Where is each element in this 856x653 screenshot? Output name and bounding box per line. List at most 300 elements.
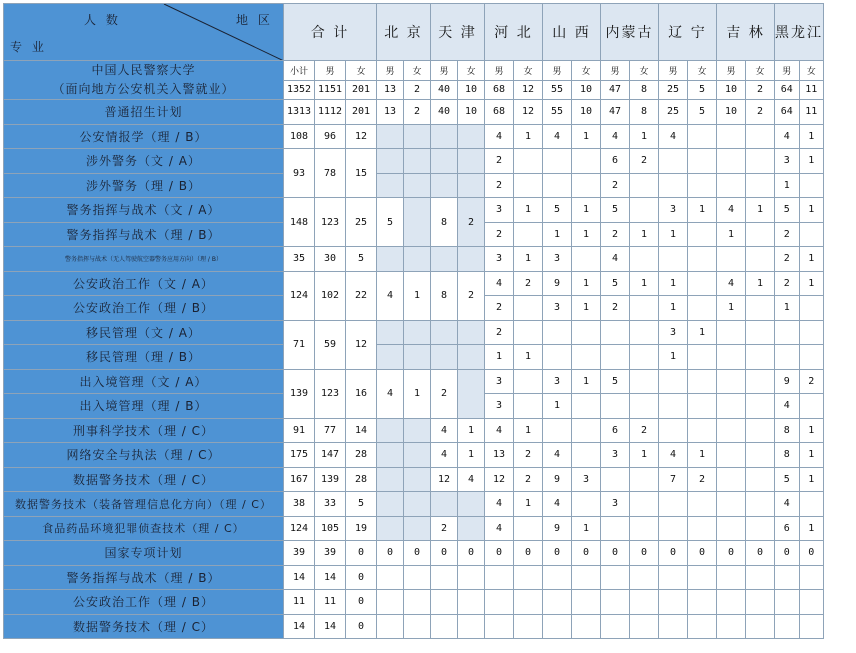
table-cell: 33 (315, 492, 346, 517)
table-cell (431, 124, 458, 149)
table-cell: 1 (514, 418, 543, 443)
table-cell: 2 (601, 222, 630, 247)
table-cell: 25 (346, 198, 377, 247)
table-cell (688, 247, 717, 272)
table-cell: 4 (485, 516, 514, 541)
table-cell: 2 (404, 100, 431, 125)
table-cell (630, 516, 659, 541)
table-cell (630, 296, 659, 321)
table-cell: 13 (377, 80, 404, 100)
header-province-neimenggu: 内蒙古 (601, 4, 659, 61)
table-cell (717, 565, 746, 590)
table-cell (458, 247, 485, 272)
table-cell (717, 173, 746, 198)
table-cell (485, 614, 514, 639)
sub-header-cell: 男 (377, 61, 404, 81)
table-cell (572, 247, 601, 272)
table-cell (799, 296, 824, 321)
table-row (4, 541, 824, 566)
table-cell: 1 (659, 271, 688, 296)
table-cell (431, 173, 458, 198)
table-cell: 1 (514, 247, 543, 272)
table-cell: 39 (284, 541, 315, 566)
table-cell (717, 369, 746, 394)
table-cell: 4 (458, 467, 485, 492)
table-cell (775, 345, 800, 370)
table-cell: 1 (485, 345, 514, 370)
header-province-liaoning: 辽 宁 (659, 4, 717, 61)
table-cell: 11 (284, 590, 315, 615)
corner-header-cell (4, 4, 284, 61)
major-name-cell: 公安政治工作（文 / A） (4, 271, 284, 296)
table-cell (717, 418, 746, 443)
table-cell: 4 (377, 271, 404, 320)
table-cell: 0 (543, 541, 572, 566)
table-cell: 12 (431, 467, 458, 492)
table-cell (514, 149, 543, 174)
table-cell (377, 320, 404, 345)
table-cell (601, 320, 630, 345)
table-cell (377, 590, 404, 615)
table-cell: 2 (485, 296, 514, 321)
table-cell (601, 394, 630, 419)
school-name-cell (4, 61, 284, 100)
table-cell (717, 394, 746, 419)
table-cell: 8 (431, 198, 458, 247)
table-cell: 2 (485, 222, 514, 247)
table-cell (659, 614, 688, 639)
school-sub-header-row (4, 61, 824, 81)
table-cell: 0 (377, 541, 404, 566)
table-row (4, 100, 824, 125)
table-cell: 124 (284, 516, 315, 541)
table-cell (659, 565, 688, 590)
table-cell: 14 (284, 565, 315, 590)
table-cell (630, 173, 659, 198)
table-cell (543, 345, 572, 370)
table-cell (799, 394, 824, 419)
table-row (4, 320, 824, 345)
table-cell: 3 (601, 492, 630, 517)
table-cell: 4 (543, 492, 572, 517)
table-row (4, 124, 824, 149)
table-cell (746, 173, 775, 198)
table-cell: 1 (775, 296, 800, 321)
table-cell: 55 (543, 100, 572, 125)
table-cell: 5 (601, 369, 630, 394)
sub-header-cell: 男 (543, 61, 572, 81)
table-cell (404, 247, 431, 272)
table-cell (717, 149, 746, 174)
table-cell (572, 149, 601, 174)
table-cell: 8 (630, 100, 659, 125)
table-cell: 4 (717, 198, 746, 223)
table-cell: 0 (572, 541, 601, 566)
table-cell: 1151 (315, 80, 346, 100)
table-cell: 39 (315, 541, 346, 566)
table-cell: 10 (572, 80, 601, 100)
table-cell: 12 (514, 100, 543, 125)
table-cell: 1 (458, 418, 485, 443)
table-cell (377, 443, 404, 468)
table-cell: 5 (601, 271, 630, 296)
table-cell (746, 320, 775, 345)
table-cell: 4 (775, 394, 800, 419)
table-cell: 1 (688, 198, 717, 223)
table-cell (746, 149, 775, 174)
table-cell: 30 (315, 247, 346, 272)
table-cell (431, 247, 458, 272)
table-cell: 139 (284, 369, 315, 418)
table-cell (404, 614, 431, 639)
sub-header-cell: 小计 (284, 61, 315, 81)
table-cell (630, 369, 659, 394)
table-cell: 91 (284, 418, 315, 443)
sub-header-cell: 女 (746, 61, 775, 81)
table-cell (746, 222, 775, 247)
table-cell (799, 590, 824, 615)
table-row (4, 443, 824, 468)
table-cell: 10 (717, 100, 746, 125)
table-cell: 2 (485, 320, 514, 345)
table-cell: 3 (601, 443, 630, 468)
table-cell (659, 516, 688, 541)
table-cell: 9 (775, 369, 800, 394)
table-cell: 4 (717, 271, 746, 296)
sub-header-cell: 女 (346, 61, 377, 81)
major-name-cell: 数据警务技术（理 / C） (4, 614, 284, 639)
table-cell: 0 (514, 541, 543, 566)
table-cell: 5 (377, 198, 404, 247)
table-cell: 2 (458, 198, 485, 247)
table-cell (659, 418, 688, 443)
table-cell (630, 198, 659, 223)
table-cell: 0 (799, 541, 824, 566)
table-cell: 4 (543, 443, 572, 468)
table-cell: 1 (543, 222, 572, 247)
table-cell (431, 149, 458, 174)
table-cell: 148 (284, 198, 315, 247)
table-cell: 1 (630, 124, 659, 149)
header-row (4, 4, 824, 61)
table-cell: 4 (543, 124, 572, 149)
table-cell (799, 173, 824, 198)
table-cell (717, 345, 746, 370)
header-province-beijing: 北 京 (377, 4, 431, 61)
table-row (4, 345, 824, 370)
table-cell (630, 467, 659, 492)
table-cell: 1 (717, 296, 746, 321)
table-cell: 1 (630, 443, 659, 468)
table-cell (377, 467, 404, 492)
table-cell (630, 394, 659, 419)
table-cell (717, 443, 746, 468)
header-province-tianjin: 天 津 (431, 4, 485, 61)
table-cell (746, 443, 775, 468)
table-cell: 13 (377, 100, 404, 125)
sub-header-cell: 男 (431, 61, 458, 81)
table-cell: 4 (775, 492, 800, 517)
major-name-cell: 食品药品环境犯罪侦查技术（理 / C） (4, 516, 284, 541)
table-cell (377, 516, 404, 541)
table-cell: 3 (659, 320, 688, 345)
table-cell (659, 492, 688, 517)
sub-header-cell: 男 (601, 61, 630, 81)
table-cell: 8 (775, 443, 800, 468)
table-cell: 5 (543, 198, 572, 223)
table-cell: 139 (315, 467, 346, 492)
table-row (4, 565, 824, 590)
table-cell (431, 492, 458, 517)
table-cell: 4 (659, 443, 688, 468)
table-cell (746, 614, 775, 639)
table-cell (572, 565, 601, 590)
table-cell (404, 198, 431, 247)
table-cell: 0 (458, 541, 485, 566)
table-cell: 9 (543, 516, 572, 541)
table-cell: 12 (346, 124, 377, 149)
table-cell (404, 467, 431, 492)
table-cell: 3 (543, 296, 572, 321)
table-cell: 3 (572, 467, 601, 492)
major-name-cell: 公安情报学（理 / B） (4, 124, 284, 149)
table-row (4, 590, 824, 615)
table-cell (458, 149, 485, 174)
table-cell: 2 (514, 443, 543, 468)
table-cell: 1 (775, 173, 800, 198)
table-cell (775, 320, 800, 345)
table-cell: 1 (799, 443, 824, 468)
table-cell: 1 (799, 247, 824, 272)
table-row (4, 614, 824, 639)
table-cell: 10 (458, 100, 485, 125)
table-cell (458, 320, 485, 345)
table-cell (404, 492, 431, 517)
table-cell (572, 418, 601, 443)
table-cell: 16 (346, 369, 377, 418)
table-cell (746, 296, 775, 321)
table-cell: 15 (346, 149, 377, 198)
table-cell: 25 (659, 80, 688, 100)
table-cell (688, 492, 717, 517)
table-cell: 1 (630, 222, 659, 247)
sub-header-cell: 男 (659, 61, 688, 81)
table-cell: 38 (284, 492, 315, 517)
table-cell: 4 (485, 124, 514, 149)
table-cell (404, 320, 431, 345)
table-cell: 4 (485, 271, 514, 296)
table-cell (688, 565, 717, 590)
table-cell (746, 467, 775, 492)
table-cell: 4 (431, 443, 458, 468)
table-cell: 1 (659, 345, 688, 370)
table-cell: 1 (572, 124, 601, 149)
table-cell (543, 565, 572, 590)
table-cell: 0 (485, 541, 514, 566)
table-cell (659, 590, 688, 615)
table-cell (799, 492, 824, 517)
table-cell: 2 (799, 369, 824, 394)
table-cell (746, 492, 775, 517)
table-cell (572, 614, 601, 639)
table-cell (659, 149, 688, 174)
table-cell (688, 418, 717, 443)
table-cell: 1 (572, 198, 601, 223)
table-cell (404, 565, 431, 590)
table-cell (458, 492, 485, 517)
table-cell: 47 (601, 80, 630, 100)
table-cell (458, 590, 485, 615)
sub-header-cell: 女 (688, 61, 717, 81)
table-cell (799, 222, 824, 247)
table-cell: 1112 (315, 100, 346, 125)
table-cell (601, 345, 630, 370)
table-cell: 35 (284, 247, 315, 272)
table-cell (431, 565, 458, 590)
major-name-cell: 刑事科学技术（理 / C） (4, 418, 284, 443)
table-cell (431, 614, 458, 639)
table-cell: 3 (485, 394, 514, 419)
table-cell: 1 (799, 124, 824, 149)
table-cell (404, 418, 431, 443)
table-cell (377, 345, 404, 370)
table-cell: 6 (775, 516, 800, 541)
table-cell: 1 (514, 345, 543, 370)
table-cell: 105 (315, 516, 346, 541)
table-cell (717, 124, 746, 149)
table-cell (688, 590, 717, 615)
table-cell (630, 247, 659, 272)
table-cell (630, 590, 659, 615)
table-cell: 3 (543, 247, 572, 272)
major-name-cell: 数据警务技术（装备管理信息化方向）（理 / C） (4, 492, 284, 517)
table-cell: 1 (514, 124, 543, 149)
major-name-cell: 公安政治工作（理 / B） (4, 296, 284, 321)
table-cell: 5 (346, 247, 377, 272)
table-cell: 0 (746, 541, 775, 566)
table-cell: 0 (404, 541, 431, 566)
table-cell: 1 (659, 222, 688, 247)
table-cell: 40 (431, 100, 458, 125)
major-name-cell: 警务指挥与战术（理 / B） (4, 565, 284, 590)
table-cell (688, 614, 717, 639)
table-cell: 1313 (284, 100, 315, 125)
table-cell: 2 (485, 173, 514, 198)
table-cell (688, 271, 717, 296)
table-cell (377, 149, 404, 174)
corner-label-count: 人 数 (84, 13, 121, 27)
table-cell: 40 (431, 80, 458, 100)
table-cell: 1 (746, 198, 775, 223)
table-cell: 108 (284, 124, 315, 149)
table-cell (404, 590, 431, 615)
table-cell: 201 (346, 80, 377, 100)
table-cell: 1 (543, 394, 572, 419)
table-cell (717, 320, 746, 345)
table-cell (630, 345, 659, 370)
table-cell (404, 124, 431, 149)
table-cell (431, 590, 458, 615)
table-cell (458, 173, 485, 198)
table-cell (514, 565, 543, 590)
school-name-line2: （面向地方公安机关入警就业） (52, 82, 235, 96)
table-cell (799, 345, 824, 370)
table-cell (630, 614, 659, 639)
table-cell (404, 443, 431, 468)
table-cell (717, 590, 746, 615)
table-cell (377, 492, 404, 517)
table-cell: 2 (746, 80, 775, 100)
table-cell: 77 (315, 418, 346, 443)
table-row (4, 516, 824, 541)
table-cell: 1 (514, 198, 543, 223)
table-cell: 3 (659, 198, 688, 223)
table-cell: 5 (346, 492, 377, 517)
corner-label-region: 地 区 (236, 13, 273, 27)
header-total: 合 计 (284, 4, 377, 61)
table-cell: 201 (346, 100, 377, 125)
table-cell: 2 (688, 467, 717, 492)
sub-header-cell: 男 (485, 61, 514, 81)
table-cell (688, 516, 717, 541)
table-cell (746, 247, 775, 272)
table-cell (601, 590, 630, 615)
table-cell: 14 (315, 614, 346, 639)
table-cell (601, 467, 630, 492)
table-cell (688, 296, 717, 321)
table-cell (514, 394, 543, 419)
table-cell: 2 (630, 149, 659, 174)
table-row (4, 247, 824, 272)
table-cell: 11 (315, 590, 346, 615)
table-cell (458, 369, 485, 418)
table-cell (572, 345, 601, 370)
table-cell (377, 247, 404, 272)
table-cell: 11 (799, 100, 824, 125)
table-cell: 10 (458, 80, 485, 100)
table-cell (377, 418, 404, 443)
major-name-cell: 普通招生计划 (4, 100, 284, 125)
table-cell (630, 492, 659, 517)
table-cell: 64 (775, 100, 800, 125)
table-cell (746, 345, 775, 370)
table-cell (572, 394, 601, 419)
table-cell (659, 369, 688, 394)
table-cell: 5 (775, 198, 800, 223)
table-cell (543, 614, 572, 639)
table-cell: 6 (601, 418, 630, 443)
table-cell: 5 (688, 100, 717, 125)
table-cell (601, 516, 630, 541)
table-cell (630, 320, 659, 345)
table-cell: 68 (485, 100, 514, 125)
major-name-cell: 涉外警务（文 / A） (4, 149, 284, 174)
table-cell: 2 (775, 247, 800, 272)
major-name-cell: 警务指挥与战术（无人驾驶航空器警务应用方向）（理 / B） (4, 247, 284, 272)
table-cell: 6 (601, 149, 630, 174)
major-name-cell: 网络安全与执法（理 / C） (4, 443, 284, 468)
table-cell (746, 418, 775, 443)
table-cell: 1 (799, 271, 824, 296)
table-cell: 123 (315, 198, 346, 247)
table-cell: 1 (799, 149, 824, 174)
table-cell (404, 173, 431, 198)
table-cell: 22 (346, 271, 377, 320)
table-cell: 1 (746, 271, 775, 296)
table-cell: 55 (543, 80, 572, 100)
table-cell: 0 (346, 565, 377, 590)
table-cell (775, 565, 800, 590)
